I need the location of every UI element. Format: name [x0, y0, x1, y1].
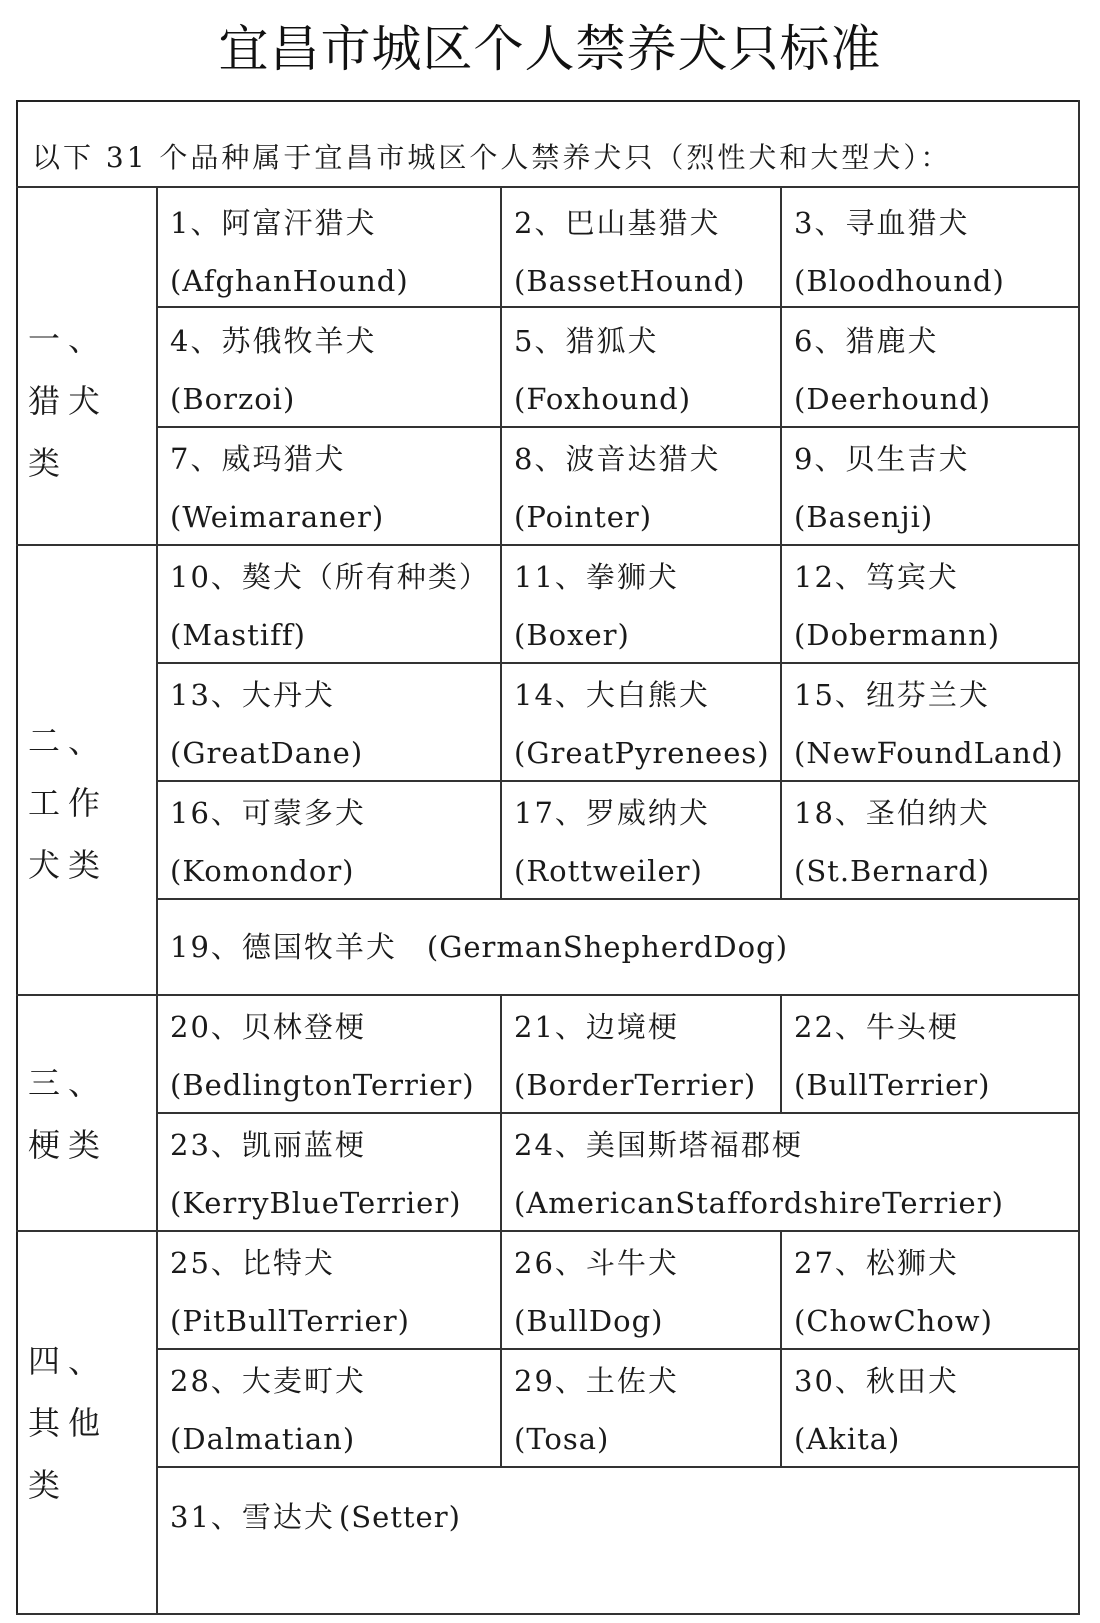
breed-item: 28、大麦町犬 (Dalmatian) — [170, 1364, 366, 1456]
breed-item: 2、巴山基猎犬 (BassetHound) — [514, 206, 746, 298]
breed-item: 20、贝林登梗 (BedlingtonTerrier) — [170, 1010, 475, 1102]
category-label: 二、工作犬类 — [28, 722, 109, 884]
breed-item: 17、罗威纳犬 (Rottweiler) — [514, 796, 710, 888]
breed-item: 10、獒犬（所有种类） (Mastiff) — [170, 560, 490, 652]
category-label: 一、猎犬类 — [28, 320, 109, 482]
breed-item: 23、凯丽蓝梗 (KerryBlueTerrier) — [170, 1128, 462, 1220]
breed-item: 16、可蒙多犬 (Komondor) — [170, 796, 366, 888]
breed-item: 22、牛头梗 (BullTerrier) — [794, 1010, 991, 1102]
breed-item: 3、寻血猎犬 (Bloodhound) — [794, 206, 1005, 298]
breed-item: 15、纽芬兰犬 (NewFoundLand) — [794, 678, 1064, 770]
breed-item: 13、大丹犬 (GreatDane) — [170, 678, 364, 770]
breed-item: 26、斗牛犬 (BullDog) — [514, 1246, 679, 1338]
breed-item: 7、威玛猎犬 (Weimaraner) — [170, 442, 385, 534]
breed-item: 31、雪达犬 (Setter) — [170, 1500, 461, 1534]
page-title: 宜昌市城区个人禁养犬只标准 — [218, 20, 882, 78]
category-label: 三、梗类 — [28, 1064, 109, 1164]
breed-item: 25、比特犬 (PitBullTerrier) — [170, 1246, 410, 1338]
breed-item: 12、笃宾犬 (Dobermann) — [794, 560, 1001, 652]
breed-item: 30、秋田犬 (Akita) — [794, 1364, 959, 1456]
category-label: 四、其他类 — [28, 1342, 109, 1504]
breed-item: 1、阿富汗猎犬 (AfghanHound) — [170, 206, 409, 298]
breed-item: 24、美国斯塔福郡梗 (AmericanStaffordshireTerrier) — [514, 1128, 1004, 1220]
intro-text: 以下 31 个品种属于宜昌市城区个人禁养犬只（烈性犬和大型犬）： — [32, 141, 952, 174]
breed-item: 18、圣伯纳犬 (St.Bernard) — [794, 796, 991, 888]
breed-item: 19、德国牧羊犬 (GermanShepherdDog) — [170, 930, 789, 964]
breed-item: 14、大白熊犬 (GreatPyrenees) — [514, 678, 770, 770]
breed-item: 5、猎狐犬 (Foxhound) — [514, 324, 692, 416]
breed-item: 21、边境梗 (BorderTerrier) — [514, 1010, 757, 1102]
breed-item: 11、拳狮犬 (Boxer) — [514, 560, 679, 652]
breed-item: 6、猎鹿犬 (Deerhound) — [794, 324, 992, 416]
breed-item: 4、苏俄牧羊犬 (Borzoi) — [170, 324, 377, 416]
breed-item: 27、松狮犬 (ChowChow) — [794, 1246, 993, 1338]
breed-item: 8、波音达猎犬 (Pointer) — [514, 442, 721, 534]
breed-item: 29、土佐犬 (Tosa) — [514, 1364, 679, 1456]
breed-item: 9、贝生吉犬 (Basenji) — [794, 442, 970, 534]
